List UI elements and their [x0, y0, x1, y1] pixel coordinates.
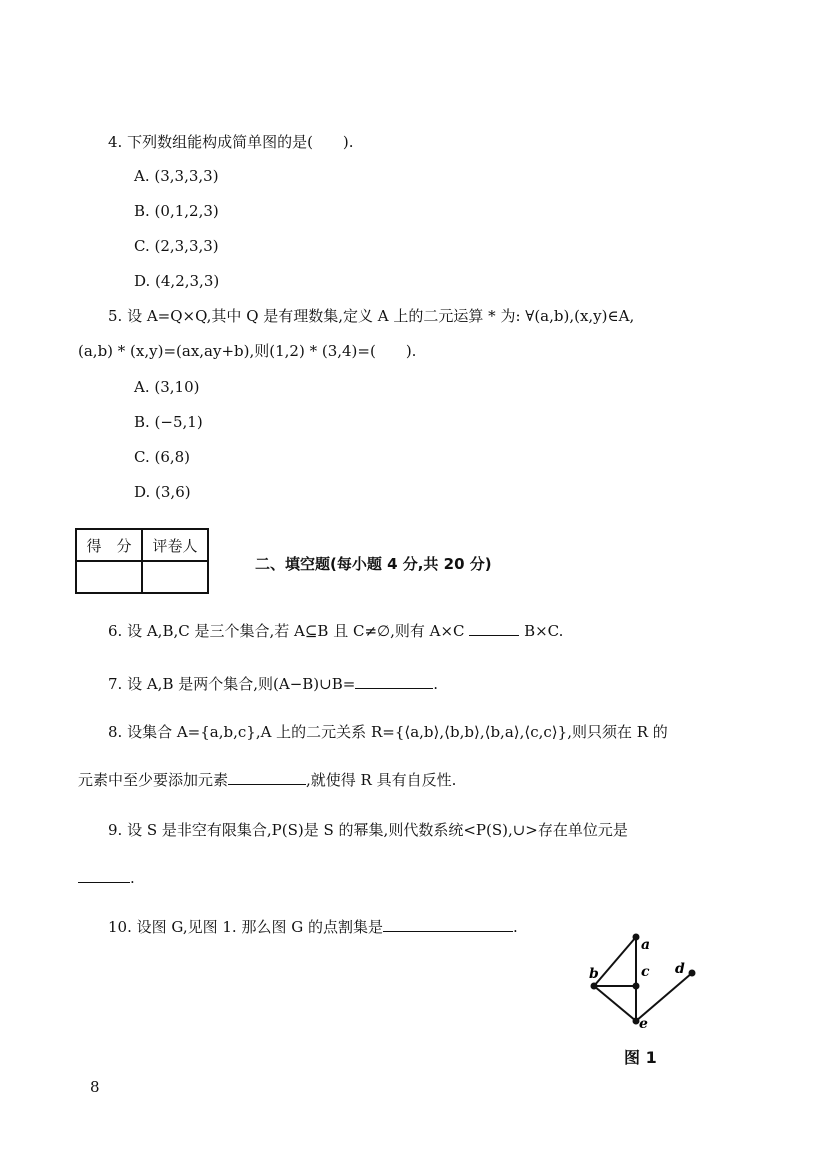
q5-stem-line1: 5. 设 A=Q×Q,其中 Q 是有理数集,定义 A 上的二元运算 * 为: ∀(a,b),(x,y)∈A,: [108, 307, 635, 325]
q6-text-after: B×C.: [524, 622, 564, 640]
q6-answer-blank: [469, 621, 519, 636]
q8-answer-blank: [228, 770, 306, 785]
vertex-label-b: b: [589, 966, 599, 982]
q7-answer-blank: [355, 674, 433, 689]
vertex-label-c: c: [641, 964, 650, 980]
score-table: [75, 528, 209, 594]
q7-text-before: 7. 设 A,B 是两个集合,则(A−B)∪B=: [108, 675, 356, 693]
grader-cell: [142, 561, 208, 593]
q7-line: [108, 674, 438, 694]
vertex-label-d: d: [675, 961, 685, 977]
q9-answer-blank: [78, 868, 130, 883]
vertex-c: [633, 983, 640, 990]
q10-text-before: 10. 设图 G,见图 1. 那么图 G 的点割集是: [108, 918, 383, 936]
vertex-label-a: a: [641, 937, 651, 953]
q5-stem-line2: (a,b) * (x,y)=(ax,ay+b),则(1,2) * (3,4)=( ).: [78, 342, 417, 360]
q6-line: [108, 621, 563, 641]
vertex-d: [689, 970, 696, 977]
q4-option-a: A. (3,3,3,3): [134, 167, 219, 185]
q5-option-a: A. (3,10): [134, 378, 200, 396]
q9-line2: [78, 868, 135, 888]
edge-d-e: [636, 973, 692, 1021]
figure-caption: 图 1: [624, 1048, 657, 1067]
q10-line: [108, 917, 518, 937]
score-cell: [76, 561, 142, 593]
edge-b-e: [594, 986, 636, 1021]
q8-line2: [78, 770, 456, 790]
vertex-a: [633, 934, 640, 941]
q8-text-before: 元素中至少要添加元素: [78, 771, 229, 789]
q5-option-b: B. (−5,1): [134, 413, 203, 431]
q7-text-after: .: [433, 675, 439, 693]
q9-text-after: .: [130, 869, 135, 887]
q4-stem: 4. 下列数组能构成简单图的是( ).: [108, 133, 354, 151]
edge-a-b: [594, 937, 636, 986]
q4-option-b: B. (0,1,2,3): [134, 202, 219, 220]
q4-option-d: D. (4,2,3,3): [134, 272, 220, 290]
q6-text-before: 6. 设 A,B,C 是三个集合,若 A⊆B 且 C≠∅,则有 A×C: [108, 622, 465, 640]
q9-line1: 9. 设 S 是非空有限集合,P(S)是 S 的幂集,则代数系统<P(S),∪>存在单位元是: [108, 821, 628, 839]
q4-option-c: C. (2,3,3,3): [134, 237, 219, 255]
page-number: 8: [90, 1078, 100, 1096]
vertex-label-e: e: [639, 1016, 648, 1032]
score-table-header-score: 得 分: [76, 529, 142, 561]
q10-answer-blank: [383, 917, 513, 932]
q8-text-after: ,就使得 R 具有自反性.: [306, 771, 457, 789]
graph-figure: [580, 925, 710, 1035]
q10-text-after: .: [512, 918, 518, 936]
section-title: 二、填空题(每小题 4 分,共 20 分): [255, 555, 492, 573]
score-table-header-grader: 评卷人: [142, 529, 208, 561]
q5-option-d: D. (3,6): [134, 483, 191, 501]
q5-option-c: C. (6,8): [134, 448, 191, 466]
q8-line1: 8. 设集合 A={a,b,c},A 上的二元关系 R={⟨a,b⟩,⟨b,b⟩,⟨b,a⟩,⟨c,c⟩},则只须在 R 的: [108, 723, 668, 741]
vertex-b: [591, 983, 598, 990]
